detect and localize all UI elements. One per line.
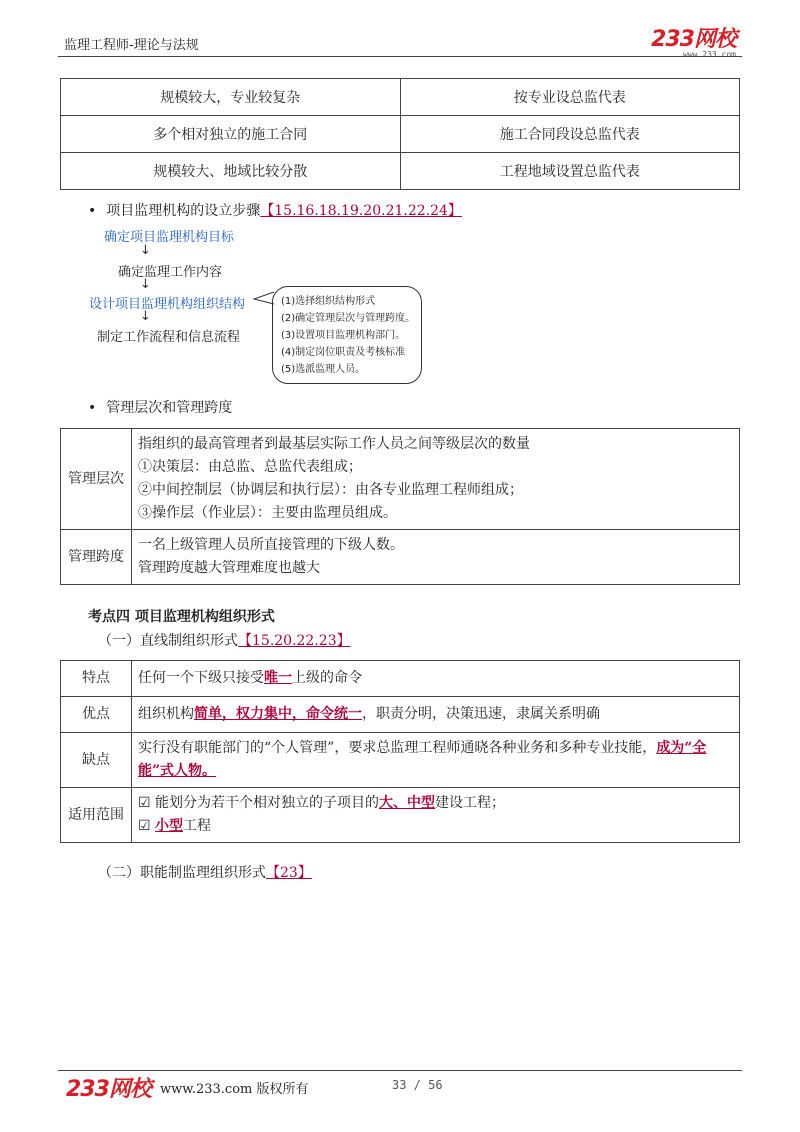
bullet-text: 项目监理机构的设立步骤	[106, 203, 261, 219]
bullet-dot: •	[88, 400, 97, 416]
row-content	[132, 429, 740, 530]
row-label: 管理跨度	[61, 530, 132, 585]
table-row	[61, 661, 740, 697]
table-row	[61, 788, 740, 843]
text-run: 建设工程；	[435, 795, 506, 811]
table-cell: 工程地域设置总监代表	[400, 153, 740, 190]
line-org-table	[60, 660, 740, 843]
table-cell: 多个相对独立的施工合同	[61, 116, 401, 153]
footer-copyright: www.233.com 版权所有	[160, 1082, 309, 1097]
header-divider	[58, 56, 742, 57]
bullet-setup-steps	[88, 200, 462, 220]
row-content	[132, 788, 740, 843]
row-label: 管理层次	[61, 429, 132, 530]
year-tag: 【15.20.22.23】	[238, 633, 351, 649]
flow-step-1: 确定项目监理机构目标	[104, 230, 235, 245]
text-run: 上级的命令	[292, 670, 362, 686]
content-line	[138, 815, 733, 838]
bubble-line: (2)确定管理层次与管理跨度。	[281, 313, 416, 324]
header-title: 监理工程师-理论与法规	[64, 38, 199, 53]
content-line: ③操作层（作业层）：主要由监理员组成。	[138, 505, 397, 521]
content-line: 一名上级管理人员所直接管理的下级人数。	[138, 537, 404, 553]
highlight: 成为“全能”式人物。	[138, 740, 707, 779]
table-row	[61, 697, 740, 733]
section-title: 考点四 项目监理机构组织形式	[88, 609, 275, 625]
content-line	[138, 792, 733, 815]
row-content	[132, 661, 740, 697]
table-row	[61, 530, 740, 585]
subsection-text: （二）职能制监理组织形式	[98, 865, 266, 881]
text-run: 组织机构	[138, 706, 194, 722]
table-row	[61, 79, 740, 116]
footer-logo[interactable]: 233网校	[66, 1077, 151, 1102]
flow-arrow-1: ↓	[140, 243, 151, 258]
content-line: 指组织的最高管理者到最基层实际工作人员之间等级层次的数量	[138, 436, 530, 452]
bullet-dot: •	[88, 203, 97, 219]
levels-table	[60, 428, 740, 585]
subsection-text: （一）直线制组织形式	[98, 633, 238, 649]
highlight: 唯一	[264, 670, 292, 686]
highlight: 小型	[155, 818, 184, 834]
footer-divider	[58, 1070, 742, 1071]
row-label: 适用范围	[61, 788, 132, 843]
year-tag: 【23】	[266, 865, 312, 881]
table-cell: 规模较大，专业较复杂	[61, 79, 401, 116]
content-line: ①决策层：由总监、总监代表组成；	[138, 459, 362, 475]
content-line: ②中间控制层（协调层和执行层）：由各专业监理工程师组成；	[138, 482, 523, 498]
text-run: 工程	[183, 818, 212, 834]
flow-arrow-3: ↓	[140, 309, 151, 324]
logo[interactable]	[651, 22, 736, 59]
highlight: 权力集中	[236, 706, 292, 722]
table-cell: 按专业设总监代表	[400, 79, 740, 116]
text-run: 任何一个下级只接受	[138, 670, 264, 686]
checkbox-icon: ☑	[138, 818, 151, 834]
highlight: ，	[222, 706, 236, 722]
table-cell: 规模较大、地域比较分散	[61, 153, 401, 190]
bubble-line: (1)选择组织结构形式	[281, 296, 376, 307]
highlight: 简单	[194, 706, 222, 722]
table-row	[61, 153, 740, 190]
bullet-text: 管理层次和管理跨度	[106, 400, 233, 416]
text-run: ，职责分明，决策迅速，隶属关系明确	[362, 706, 600, 722]
text-run: 能划分为若干个相对独立的子项目的	[150, 795, 380, 811]
logo-text: 233网校	[651, 27, 736, 52]
row-content	[132, 697, 740, 733]
year-tag: 【15.16.18.19.20.21.22.24】	[260, 203, 462, 219]
bullet-levels-span	[88, 397, 232, 417]
row-label: 缺点	[61, 733, 132, 788]
table-row	[61, 429, 740, 530]
highlight: 命令统一	[306, 706, 362, 722]
flow-step-2: 确定监理工作内容	[118, 265, 223, 280]
flow-step-3: 设计项目监理机构组织结构	[89, 297, 246, 312]
table-cell: 施工合同段设总监代表	[400, 116, 740, 153]
bubble-line: (5)选派监理人员。	[281, 364, 366, 375]
page-number: 33 / 56	[392, 1078, 443, 1092]
bubble-line: (3)设置项目监理机构部门。	[281, 330, 406, 341]
row-content	[132, 733, 740, 788]
table-row	[61, 733, 740, 788]
flow-arrow-2: ↓	[140, 277, 151, 292]
highlight: 大、中型	[379, 795, 436, 811]
subsection-line-org	[98, 630, 351, 650]
row-label: 特点	[61, 661, 132, 697]
content-line: 管理跨度越大管理难度也越大	[138, 560, 320, 576]
bubble-line: (4)制定岗位职责及考核标准	[281, 347, 406, 358]
callout-bubble	[272, 286, 422, 384]
flow-step-4: 制定工作流程和信息流程	[97, 330, 241, 345]
highlight: ，	[292, 706, 306, 722]
checkbox-icon: ☑	[138, 795, 151, 811]
rep-table	[60, 78, 740, 190]
logo-url: www.233.com	[683, 50, 736, 59]
row-content	[132, 530, 740, 585]
subsection-line-functional	[98, 862, 312, 882]
table-row	[61, 116, 740, 153]
row-label: 优点	[61, 697, 132, 733]
text-run: 实行没有职能部门的“个人管理”，要求总监理工程师通晓各种业务和多种专业技能，	[138, 740, 657, 756]
